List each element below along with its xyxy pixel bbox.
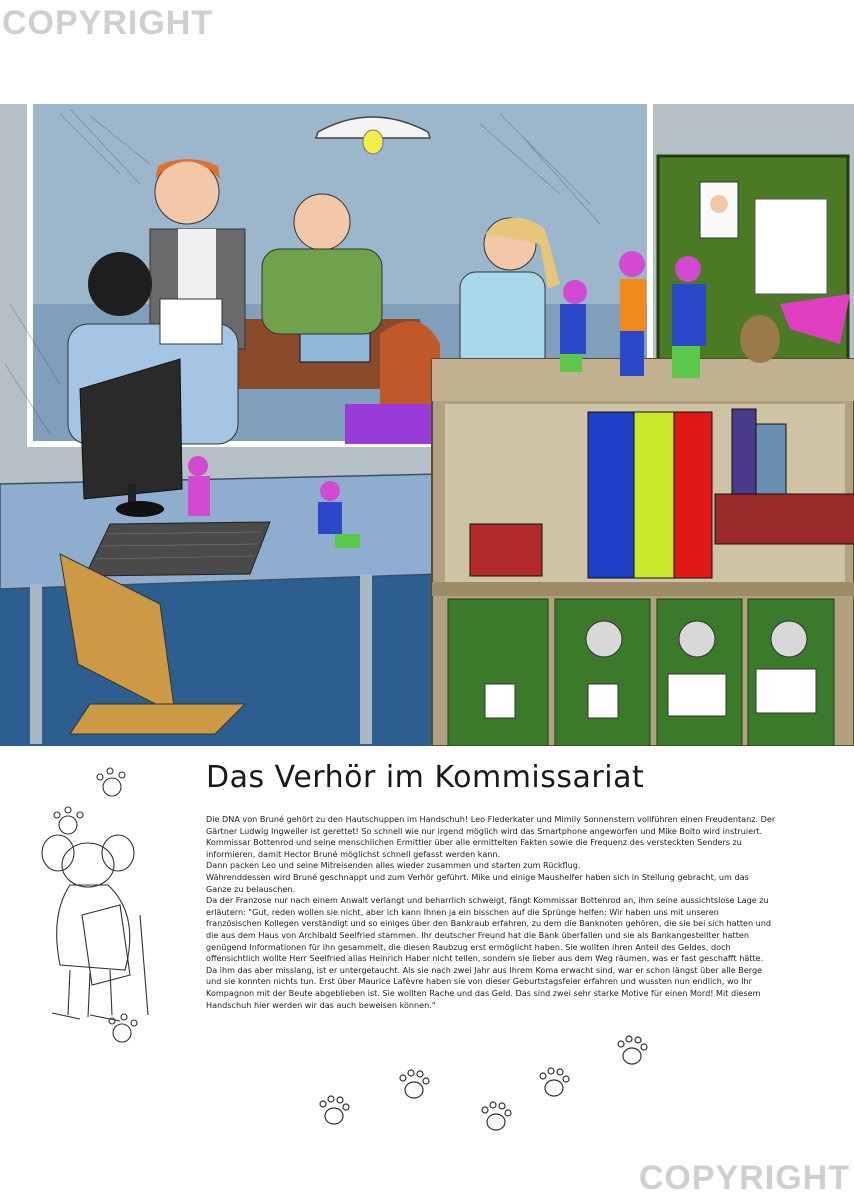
paw-print-icon: [394, 1066, 434, 1106]
paw-print-icon: [476, 1098, 516, 1138]
paw-print-icon: [109, 1014, 137, 1042]
story-paragraph: Die DNA von Bruné gehört zu den Hautschuppen im Handschuh! Leo Flederkater und Mimily Sonnenstern vollführen einen Freudentanz. Der Gärtner Ludwig Ingweiler ist gerettet! So schnell wie nur irgend möglich wird das Smartphone angeworfen und Mike Bolto wird instruiert. Kommissar Bottenrod und seine menschlichen Ermittler über alle ermittelten Fakten sowie die Frequenz des versteckten Senders zu informieren, damit Hector Bruné möglichst schnell gefasst werden kann.: [206, 814, 776, 859]
paw-print-icon: [612, 1032, 652, 1072]
paw-print-icon: [54, 807, 83, 834]
story-text: [206, 814, 776, 1011]
mouse-portrait-sketch: [30, 765, 180, 1055]
bookshelf-icon: [432, 359, 854, 746]
paw-print-icon: [314, 1092, 354, 1132]
keyboard-icon: [85, 522, 270, 576]
paw-print-icon: [534, 1064, 574, 1104]
copyright-watermark-bottom: COPYRIGHT: [638, 1159, 850, 1197]
story-paragraph: Dann packen Leo und seine Mitreisenden alles wieder zusammen und starten zum Rückflug.: [206, 860, 581, 871]
page-title: Das Verhör im Kommissariat: [206, 760, 645, 795]
paw-print-icon: [97, 768, 125, 796]
copyright-watermark-top: COPYRIGHT: [2, 4, 214, 42]
interrogation-room-illustration: [0, 104, 854, 746]
story-paragraph: Währenddessen wird Bruné geschnappt und zum Verhör geführt. Mike und einige Maushelfer haben sich in Stellung gebracht, um das Ganze zu belauschen.: [206, 871, 749, 894]
story-paragraph: Da der Franzose nur nach einem Anwalt verlangt und beharrlich schweigt, fängt Kommissar Bottenrod an, ihm seine aussichtslose Lage zu erläutern: "Gut, reden wollen sie nicht, aber ich kann Ihnen ja ein bisschen auf die Sprünge helfen: Wir haben uns mit unseren französischen Kollegen verständigt und so einiges über den Bankraub erfahren, zu dem die Banknoten gehören, die sie bei sich hatten und die aus dem Haus von Archibald Seelfried stammen. Ihr deutscher Freund hat die Bank überfallen und sie als Bankangestellter hatten genügend Informationen für ihn gesammelt, die diesen Raubzug erst ermöglicht haben. Sie wollten ihren Anteil des Geldes, doch offensichtlich wollte Herr Seelfried alias Heinrich Haber nicht teilen, sondern sie lieber aus dem Weg räumen, was er fast geschafft hätte. Da ihm das aber misslang, ist er untergetaucht. Als sie nach zwei Jahr aus Ihrem Koma erwacht sind, war er schon längst über alle Berge und sie konnten nichts tun. Erst über Maurice Lafèvre haben sie von dieser Geburtstagsfeier erfahren und wussten nun endlich, wo Ihr Kompagnon mit der Beute abgeblieben ist. Sie wollten Rache und das Geld. Das sind zwei sehr starke Motive für einen Mord! Mit diesem Handschuh hier werden wir das auch beweisen können.": [206, 895, 772, 1010]
